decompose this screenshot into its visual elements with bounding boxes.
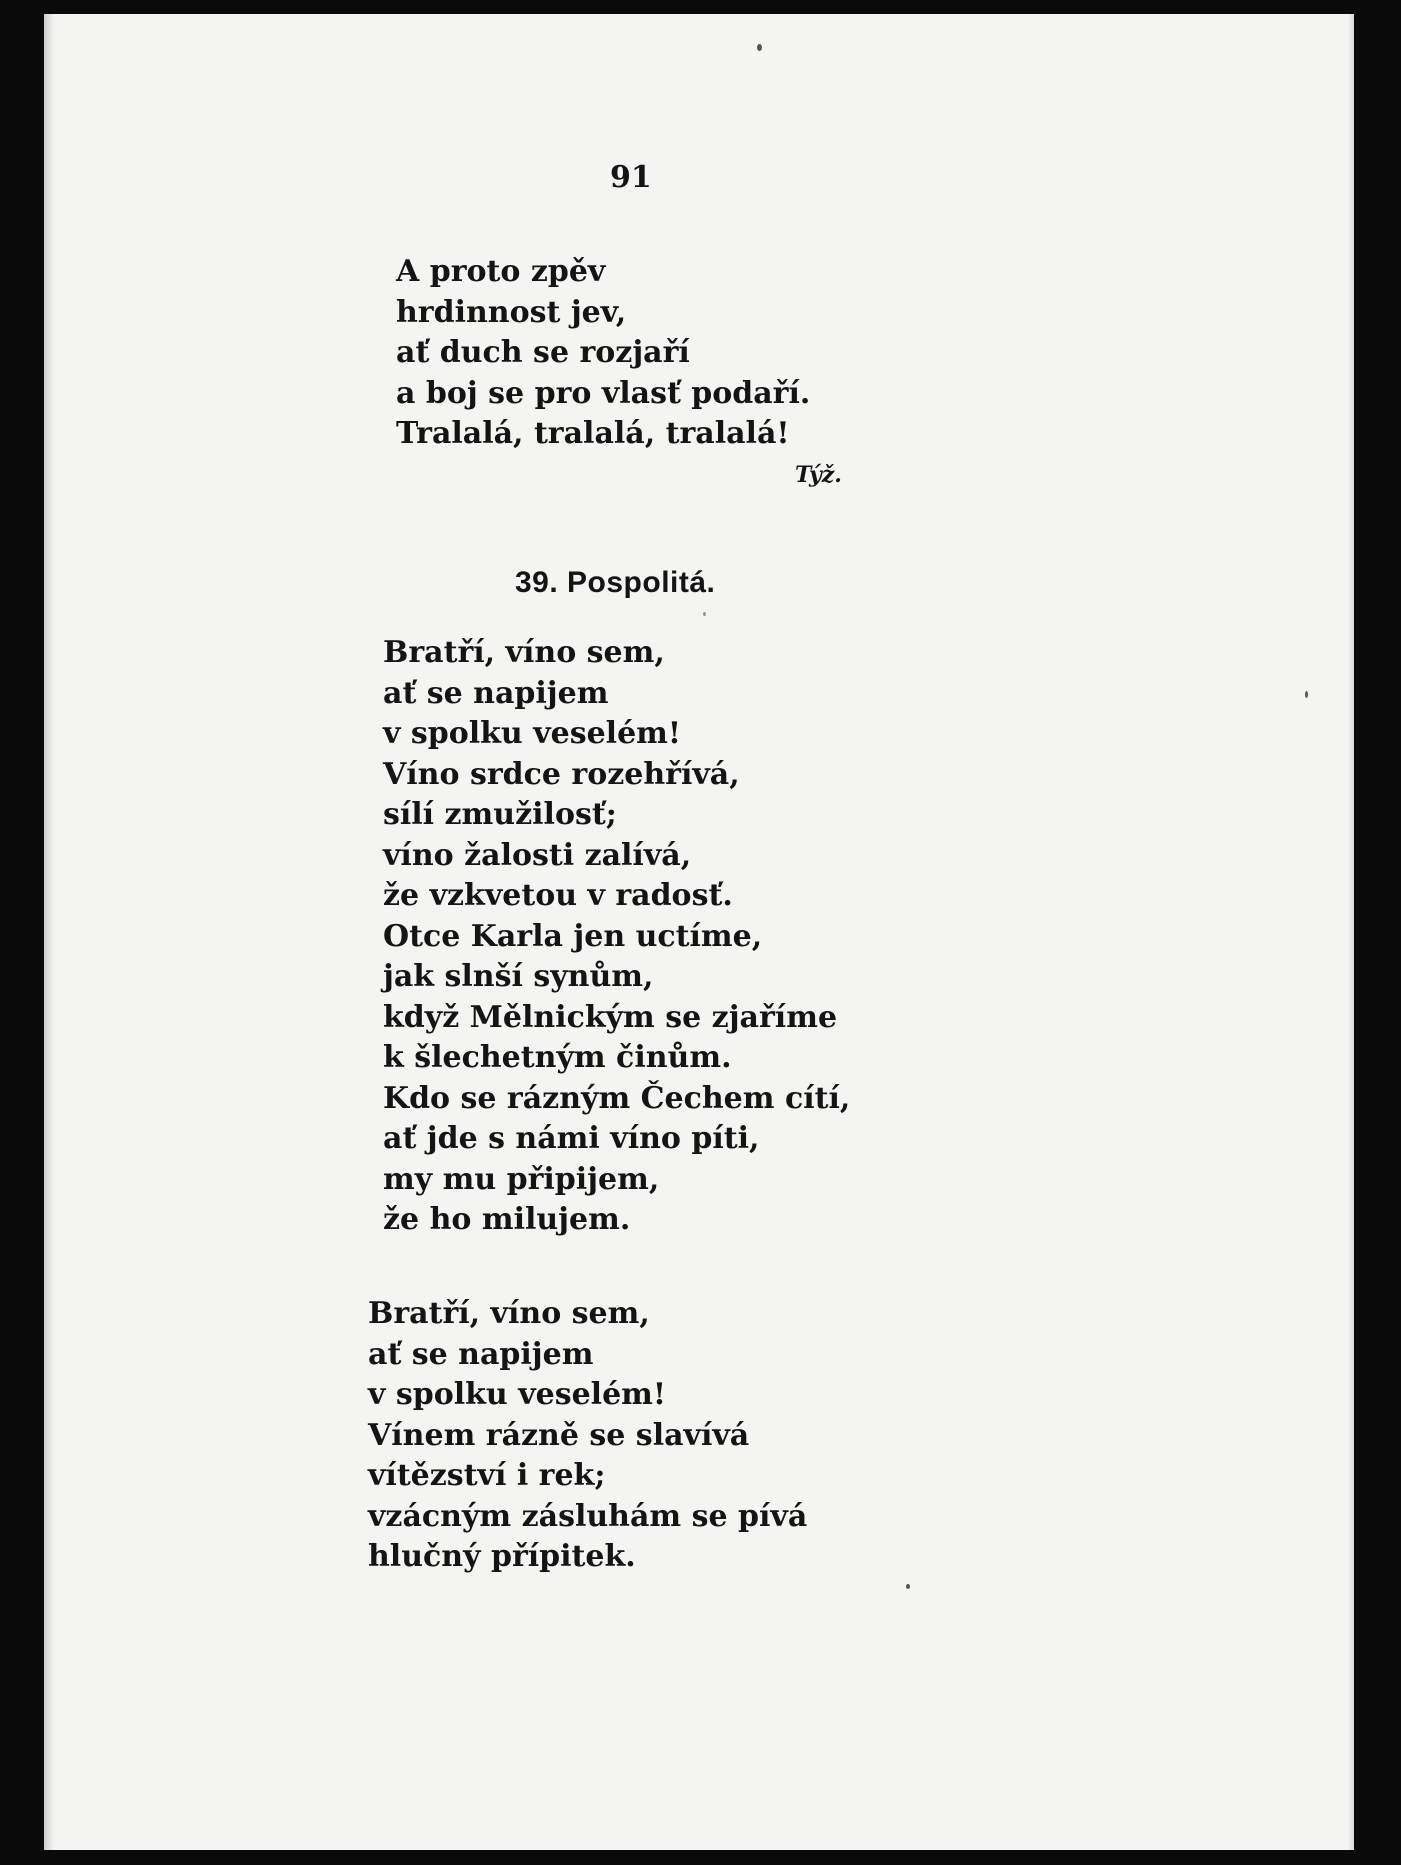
paper-speck <box>906 1584 910 1589</box>
paper-speck <box>703 612 706 616</box>
verse-line: my mu připijem, <box>383 1161 660 1197</box>
verse-line: sílí zmužilosť; <box>383 797 617 832</box>
author-signature: Týž. <box>795 462 842 488</box>
verse-line: vítězství i rek; <box>368 1458 606 1493</box>
verse-line: Tralalá, tralalá, tralalá! <box>396 416 790 451</box>
verse-line: ať duch se rozjaří <box>396 335 690 370</box>
verse-line: Bratří, víno sem, <box>368 1296 650 1331</box>
verse-line: a boj se pro vlasť podaří. <box>396 375 811 411</box>
verse-line: Bratří, víno sem, <box>383 635 665 670</box>
verse-line: hrdinnost jev, <box>396 294 627 330</box>
stanza-two <box>368 1294 807 1578</box>
verse-line: k šlechetným činům. <box>383 1040 732 1075</box>
verse-line: ať se napijem <box>368 1336 594 1372</box>
page-edge <box>1348 14 1354 1850</box>
stanza-one <box>383 633 850 1241</box>
page-number: 91 <box>610 160 652 195</box>
verse-line: že ho milujem. <box>383 1202 631 1237</box>
verse-line: jak slnší synům, <box>383 959 654 994</box>
verse-line: Otce Karla jen uctíme, <box>383 918 763 954</box>
verse-line: hlučný přípitek. <box>368 1539 636 1574</box>
verse-line: Kdo se rázným Čechem cítí, <box>383 1080 851 1116</box>
verse-line: v spolku veselém! <box>383 716 682 751</box>
verse-line: Vínem rázně se slavívá <box>368 1417 750 1453</box>
paper-speck <box>1305 691 1308 698</box>
verse-line: ať jde s námi víno píti, <box>383 1121 760 1156</box>
binding-shadow <box>44 14 54 1850</box>
song-heading: 39. Pospolitá. <box>515 566 716 599</box>
verse-line: A proto zpěv <box>396 254 606 289</box>
verse-line: když Mělnickým se zjaříme <box>383 999 838 1035</box>
verse-line: v spolku veselém! <box>368 1377 667 1412</box>
verse-line: vzácným zásluhám se pívá <box>368 1498 808 1534</box>
verse-line: Víno srdce rozehřívá, <box>383 756 740 792</box>
verse-line: víno žalosti zalívá, <box>383 837 692 873</box>
verse-line: že vzkvetou v radosť. <box>383 878 733 913</box>
closing-stanza-previous-song <box>396 252 810 455</box>
verse-line: ať se napijem <box>383 675 609 711</box>
paper-speck <box>757 44 762 51</box>
